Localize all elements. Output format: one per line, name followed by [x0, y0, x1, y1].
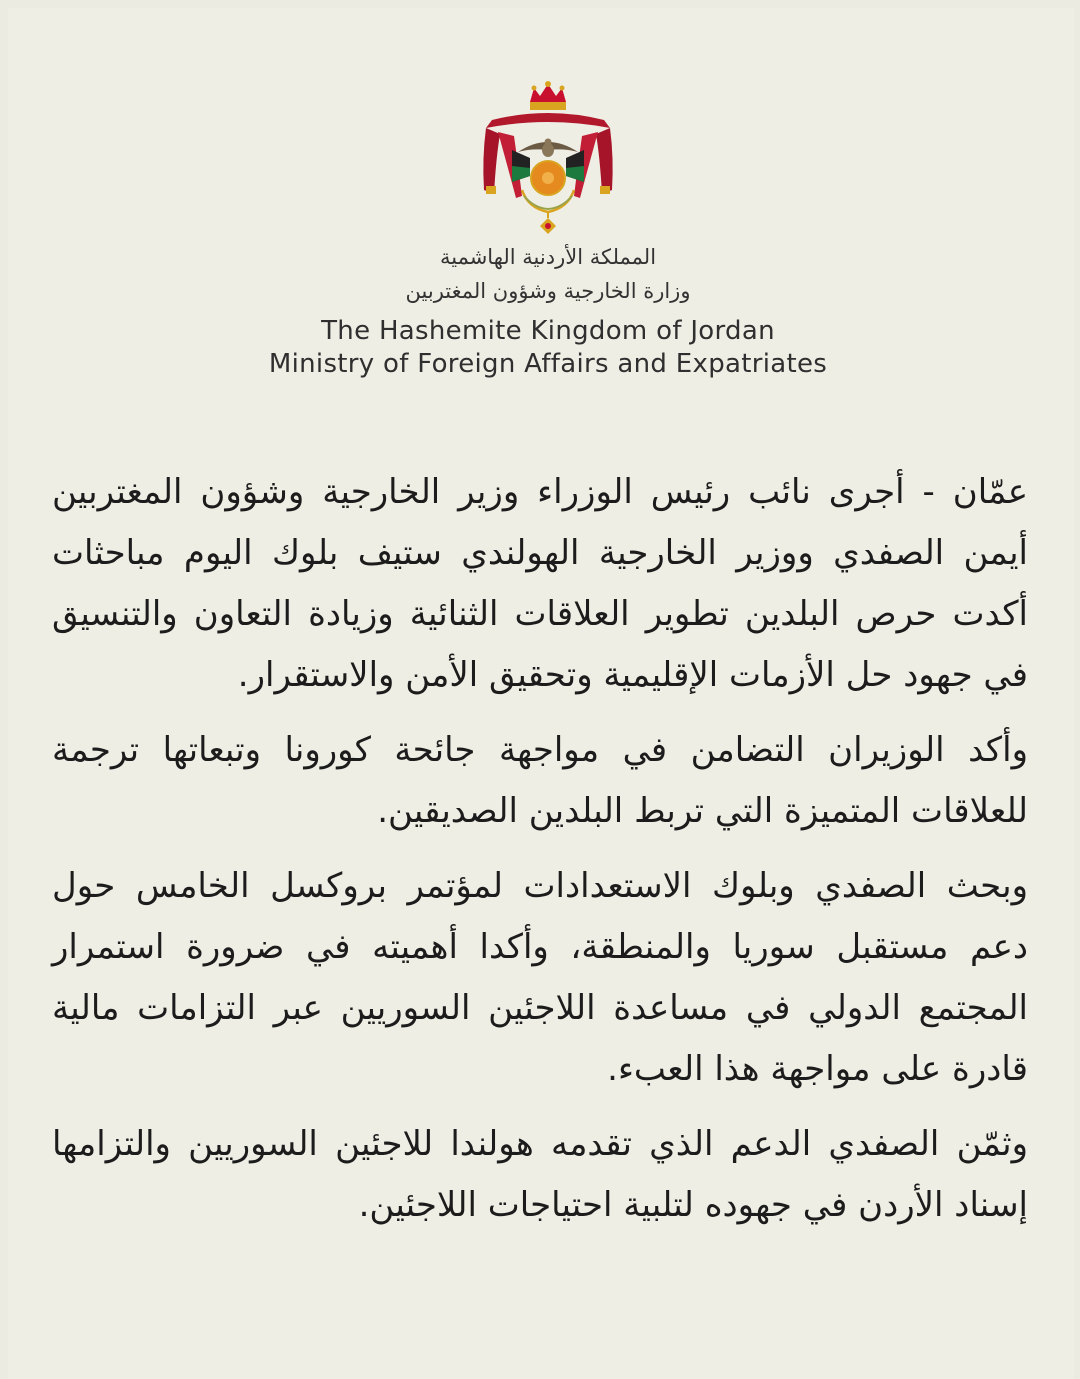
body-paragraph-3: وبحث الصفدي وبلوك الاستعدادات لمؤتمر بروكسل الخامس حول دعم مستقبل سوريا والمنطقة، وأكدا أهميته في ضرورة استمرار المجتمع الدولي في مساعدة اللاجئين السوريين عبر التزامات مالية قادرة على مواجهة هذا العبء.	[52, 866, 1028, 1089]
header-arabic-ministry: وزارة الخارجية وشؤون المغتربين	[405, 279, 691, 303]
body-paragraph-2: وأكد الوزيران التضامن في مواجهة جائحة كورونا وتبعاتها ترجمة للعلاقات المتميزة التي تربط البلدين الصديقين.	[52, 730, 1028, 831]
shield-icon	[531, 161, 565, 195]
header-arabic-kingdom: المملكة الأردنية الهاشمية	[439, 245, 657, 269]
press-release-body	[52, 462, 1028, 1250]
body-paragraph-1: عمّان - أجرى نائب رئيس الوزراء وزير الخارجية وشؤون المغتربين أيمن الصفدي ووزير الخارجية الهولندي ستيف بلوك اليوم مباحثات أكدت حرص البلدين تطوير العلاقات الثنائية وزيادة التعاون والتنسيق في جهود حل الأزمات الإقليمية وتحقيق الأمن والاستقرار.	[52, 472, 1028, 695]
header-english-ministry: Ministry of Foreign Affairs and Expatriates	[268, 349, 828, 379]
header-english-kingdom: The Hashemite Kingdom of Jordan	[321, 316, 775, 346]
body-paragraph-4: وثمّن الصفدي الدعم الذي تقدمه هولندا للاجئين السوريين والتزامها إسناد الأردن في جهوده لتلبية احتياجات اللاجئين.	[52, 1124, 1028, 1225]
medal-icon	[540, 212, 556, 234]
jordan-coat-of-arms-icon	[478, 78, 618, 238]
eagle-icon	[518, 139, 578, 158]
crown-icon	[530, 81, 566, 110]
